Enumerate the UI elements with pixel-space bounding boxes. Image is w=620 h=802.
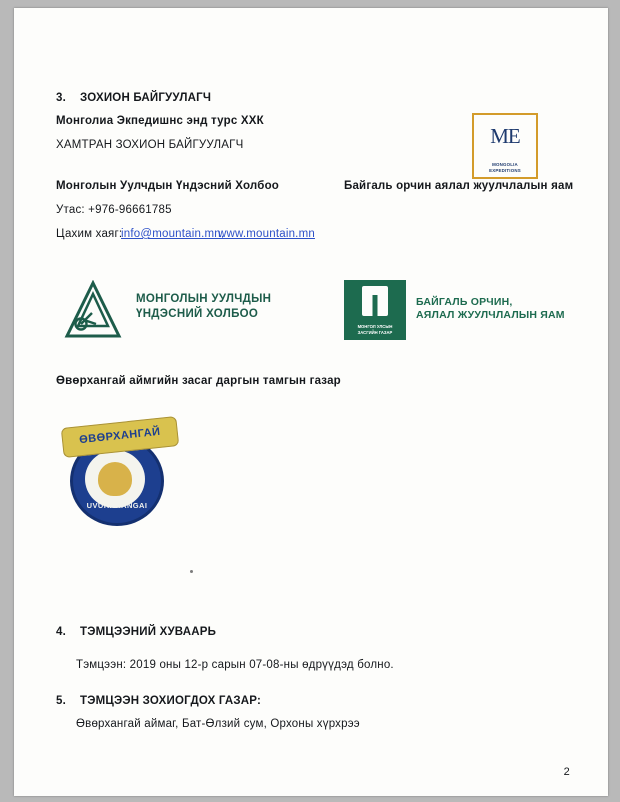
section-4-body: Тэмцээн: 2019 оны 12-р сарын 07-08-ны өдрүүдэд болно. — [76, 659, 394, 671]
ministry-logo-line-1: БАЙГАЛЬ ОРЧИН, — [416, 296, 513, 308]
section-4-title: ТЭМЦЭЭНИЙ ХУВААРЬ — [80, 626, 217, 638]
section-5-number: 5. — [56, 695, 66, 707]
document-page — [14, 8, 608, 796]
mmf-logo-line-2: ҮНДЭСНИЙ ХОЛБОО — [136, 308, 259, 320]
ministry-logo-text — [416, 296, 565, 322]
ministry-logo-line-2: АЯЛАЛ ЖУУЛЧЛАЛЫН ЯАМ — [416, 309, 565, 321]
mountain-icon — [62, 280, 124, 340]
seal-bottom-text: UVURKHANGAI — [86, 501, 148, 510]
section-3-number: 3. — [56, 92, 66, 104]
section-5-title: ТЭМЦЭЭН ЗОХИОГДОХ ГАЗАР: — [80, 695, 262, 707]
page-content — [14, 8, 608, 796]
ministry-logo — [344, 280, 569, 342]
website-link[interactable]: www.mountain.mn — [218, 228, 315, 240]
email-link[interactable]: info@mountain.mn, — [121, 228, 225, 240]
governor-office-label: Өвөрхангай аймгийн засаг даргын тамгын газар — [56, 375, 341, 387]
organizer-company: Монголиа Экпедишнс энд турс ХХК — [56, 115, 264, 127]
uvurkhangai-seal-logo — [62, 412, 178, 524]
ministry-emblem-icon — [344, 280, 406, 340]
seal-ribbon-text: ӨВӨРХАНГАЙ — [78, 425, 162, 447]
page-artifact-dot — [190, 570, 193, 573]
federation-phone: Утас: +976-96661785 — [56, 204, 172, 216]
mmf-logo — [62, 280, 307, 342]
seal-ribbon — [61, 416, 180, 458]
federation-name: Монголын Уулчдын Үндэсний Холбоо — [56, 180, 280, 192]
ministry-label: Байгаль орчин аялал жуулчлалын яам — [344, 180, 574, 192]
mmf-logo-line-1: МОНГОЛЫН УУЛЧДЫН — [136, 293, 272, 305]
page-number: 2 — [563, 766, 570, 778]
mongolia-expeditions-logo — [472, 113, 538, 179]
email-label: Цахим хаяг: — [56, 228, 123, 240]
crest-icon — [98, 462, 132, 496]
section-3-title: ЗОХИОН БАЙГУУЛАГЧ — [80, 92, 212, 104]
me-monogram-icon: ME — [490, 124, 520, 148]
co-organizer-label: ХАМТРАН ЗОХИОН БАЙГУУЛАГЧ — [56, 139, 244, 151]
section-4-number: 4. — [56, 626, 66, 638]
mmf-logo-text — [136, 292, 271, 322]
soyombo-icon — [373, 295, 378, 317]
ministry-badge-text: МОНГОЛ УЛСЫН ЗАСГИЙН ГАЗАР — [357, 324, 393, 335]
section-5-body: Өвөрхангай аймаг, Бат-Өлзий сум, Орхоны хүрхрээ — [76, 718, 360, 730]
me-caption: MONGOLIA EXPEDITIONS — [489, 162, 521, 173]
